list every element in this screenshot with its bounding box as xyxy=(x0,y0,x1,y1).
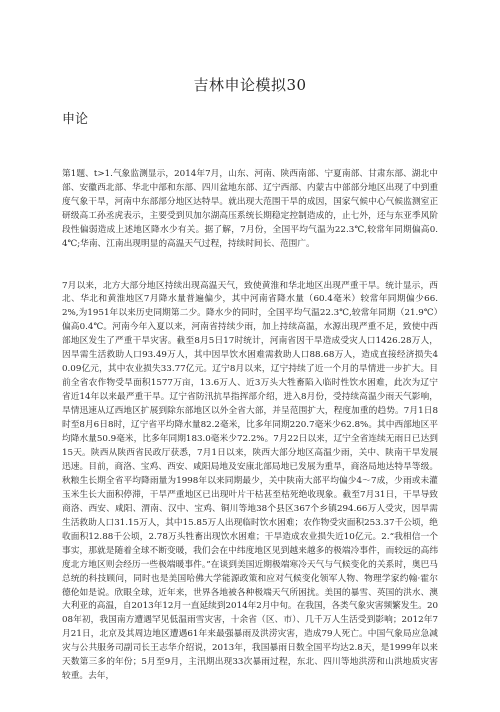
body-paragraph: 第1题、t>1.气象监测显示，2014年7月，山东、河南、陕西南部、宁夏南部、甘肃东部、湖北中部、安徽西北部、华北中部和东部、四川盆地东部、辽宁西部、内蒙古中部部分地区出现了中到重度气象干旱，河南中东部部分地区达特旱。就出现大范围干旱的成因，国家气候中心气候监测室正研级高工孙丞虎表示，主要受到贝加尔湖高压系统长期稳定控制造成的，止七外，还与东亚季风阶段性偏弱造成上述地区降水少有关。据了解，7月份，全国平均气温为22.3℃,较常年同期偏高0.4℃;华南、江南出现明显的高温天气过程，持续时间长、范围广。 xyxy=(62,168,438,249)
document-title: 吉林申论模拟30 xyxy=(193,76,307,94)
document-body xyxy=(62,140,438,712)
body-paragraph: 7月以来，北方大部分地区持续出现高温天气，致使黄淮和华北地区出现严重干旱。统计显示，西北、华北和黄淮地区7月降水量普遍偏少，其中河南省降水量（60.4毫米）较常年同期偏少66.2%,为1951年以来历史同期第二少。降水少的同时，全国平均气温22.3℃,较常年同期（21.9℃）偏高0.4℃。河南今年入夏以来，河南省持续少雨，加上持续高温，水源出现严重不足，致使中西部地区发生了严重干旱灾害。截至8月5日17时统计，河南省因干旱造成受灾人口1426.28万人，因旱需生活救助人口93.49万人，其中因旱饮水困难需救助人口88.68万人，造成直接经济损失40.09亿元，其中农业损失33.77亿元。辽宁8月以来，辽宁持续了近一个月的旱情进一步扩大。目前全省农作物受旱面积1577万亩，13.6万人、近3万头大牲畜陷入临时性饮水困难，此次为辽宁省近14年以来最严重干旱。辽宁省防汛抗旱指挥部介绍，进入8月份，受持续高温少雨天气影响，旱情迅速从辽西地区扩展到除东部地区以外全省大部，并呈范围扩大，程度加重的趋势。7月1日8时至8月6日8时，辽宁省平均降水量82.2毫米，比多年同期220.7毫米少62.8%。其中西部地区平均降水量50.9毫米，比多年同期183.0毫米少72.2%。7月22日以来，辽宁全省连续无雨日已达到15天。陕西从陕西省民政厅获悉，7月1日以来，陕西大部分地区高温少雨，关中、陕南干旱发展迅速。目前，商洛、宝鸡、西安、咸阳局地及安康北部局地已发展为重旱，商洛局地达特旱等级。秋粮生长期全省平均降雨量为1998年以来同期最少，关中陕南大部平均偏少4～7成，少雨或未灌玉米生长大面积停滞，干旱严重地区已出现叶片干枯甚至枯死绝收现象。截至7月31日，干旱导致商洛、西安、咸阳、渭南、汉中、宝鸡、铜川等地38个县区367个乡镇294.66万人受灾，因旱需生活救助人口31.15万人，其中15.85万人出现临时饮水困难；农作物受灾面积253.37千公顷，绝收面积12.88千公顷，2.78万头牲畜出现饮水困难；干旱造成农业损失近10亿元。2.“我相信一个事实，那就是随着全球不断变暖，我们会在中纬度地区见到越来越多的极端冷事件，而较远的高纬度北方地区则会经历一些极端暖事件。”在谈到美国近期极端寒冷天气与气候变化的关系时，奥巴马总统的科技顾问，同时也是美国哈佛大学能源政策和应对气候变化领军人物、物理学家约翰·霍尔德伦如是说。欣眼全球，近年来，世界各地被各种极端天气所困扰。美国的暴雪、英国的洪水、澳大利亚的高温，自2013年12月一直延续到2014年2月中旬。在我国，各类气象灾害频繁发生。2008年初，我国南方遭遇罕见低温雨雪灾害，十余省（区、市）、几千万人生活受到影响；2012年7月21日，北京及其周边地区遭遇61年来最强暴雨及洪涝灾害，造成79人死亡。中国气象局应急减灾与公共服务司副司长王志华介绍说，2013年，我国暴雨日数全国平均达2.8天，是1999年以来天数第三多的年份；5月至9月，主汛期出现33次暴雨过程，东北、四川等地洪涝和山洪地质灾害较重。去年， xyxy=(62,280,438,682)
section-heading: 申论 xyxy=(62,112,89,127)
